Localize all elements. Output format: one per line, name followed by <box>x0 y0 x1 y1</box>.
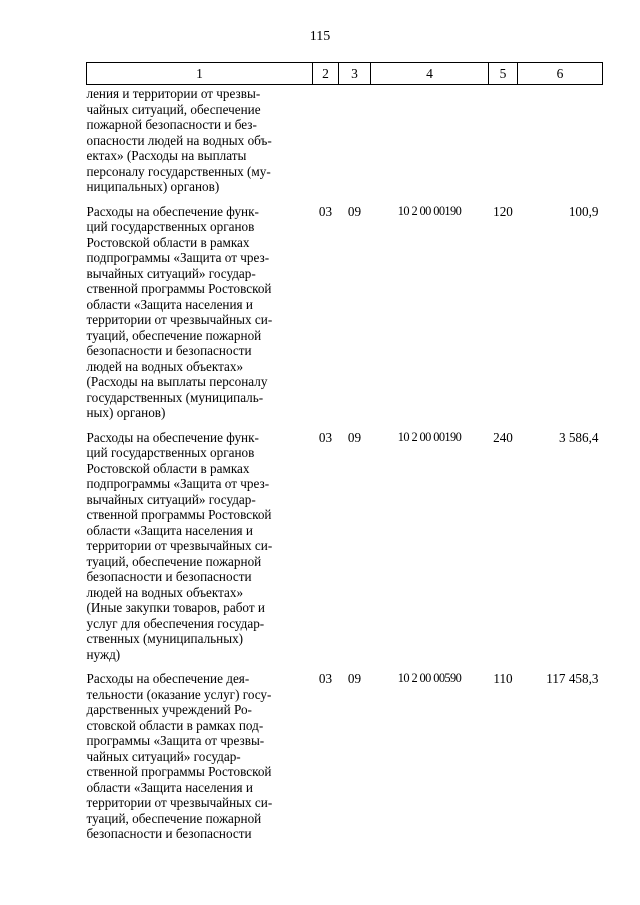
column-header-6: 6 <box>518 63 603 85</box>
table-row <box>87 430 603 672</box>
subsection-code: 09 <box>347 671 362 686</box>
expense-description: Расходы на обеспечение дея- тельности (оказание услуг) госу- дарственных учреждений Ро- стовской области в рамках под- программы «Защита от чрезвы- чайных ситуаций» государ- ственной программы Ростовской области «Защита населения и территории от чрезвычайных си- туаций, обеспечение пожарной безопасности и безопасности <box>86 671 273 841</box>
column-header-5: 5 <box>489 63 518 85</box>
section-code: 03 <box>318 203 333 219</box>
target-article-code: 10 2 00 00590 <box>397 671 462 685</box>
column-header-2: 2 <box>313 63 339 85</box>
subsection-code: 09 <box>347 203 362 219</box>
page-number: 115 <box>309 29 331 44</box>
table-row <box>87 204 603 430</box>
column-header-1: 1 <box>87 63 313 85</box>
amount: 100,9 <box>568 203 599 219</box>
expense-description: ления и территории от чрезвы- чайных ситуаций, обеспечение пожарной безопасности и без- опасности людей на водных объ- ектах» (Расходы на выплаты персоналу государственных (му- ниципальных) органов) <box>86 86 272 194</box>
target-article-code <box>371 85 489 204</box>
section-code: 03 <box>318 671 333 686</box>
expense-type-code: 240 <box>493 429 513 445</box>
amount <box>518 85 603 204</box>
subsection-code <box>339 85 371 204</box>
amount: 117 458,3 <box>546 671 599 686</box>
amount: 3 586,4 <box>558 429 599 445</box>
expense-description: Расходы на обеспечение функ- ций государственных органов Ростовской области в рамках подпрограммы «Защита от чрез- вычайных ситуаций» государ- ственной программы Ростовской области «Защита населения и территории от чрезвычайных си- туаций, обеспечение пожарной безопасности и безопасности людей на водных объектах» (Иные закупки товаров, работ и услуг для обеспечения государ- ственных (муниципальных) нужд) <box>86 429 273 662</box>
column-header-3: 3 <box>339 63 371 85</box>
subsection-code: 09 <box>347 429 362 445</box>
section-code: 03 <box>318 429 333 445</box>
budget-table <box>86 62 603 851</box>
target-article-code: 10 2 00 00190 <box>397 203 462 218</box>
section-code <box>313 85 339 204</box>
expense-description: Расходы на обеспечение функ- ций государственных органов Ростовской области в рамках подпрограммы «Защита от чрез- вычайных ситуаций» государ- ственной программы Ростовской области «Защита населения и территории от чрезвычайных си- туаций, обеспечение пожарной безопасности и безопасности людей на водных объектах» (Расходы на выплаты персоналу государственных (муниципаль- ных) органов) <box>86 203 273 420</box>
expense-type-code <box>489 85 518 204</box>
table-row <box>87 671 603 851</box>
expense-type-code: 110 <box>493 671 513 686</box>
header-row <box>87 63 603 85</box>
target-article-code: 10 2 00 00190 <box>397 429 462 444</box>
column-header-4: 4 <box>371 63 489 85</box>
expense-type-code: 120 <box>493 203 513 219</box>
table-row <box>87 85 603 204</box>
